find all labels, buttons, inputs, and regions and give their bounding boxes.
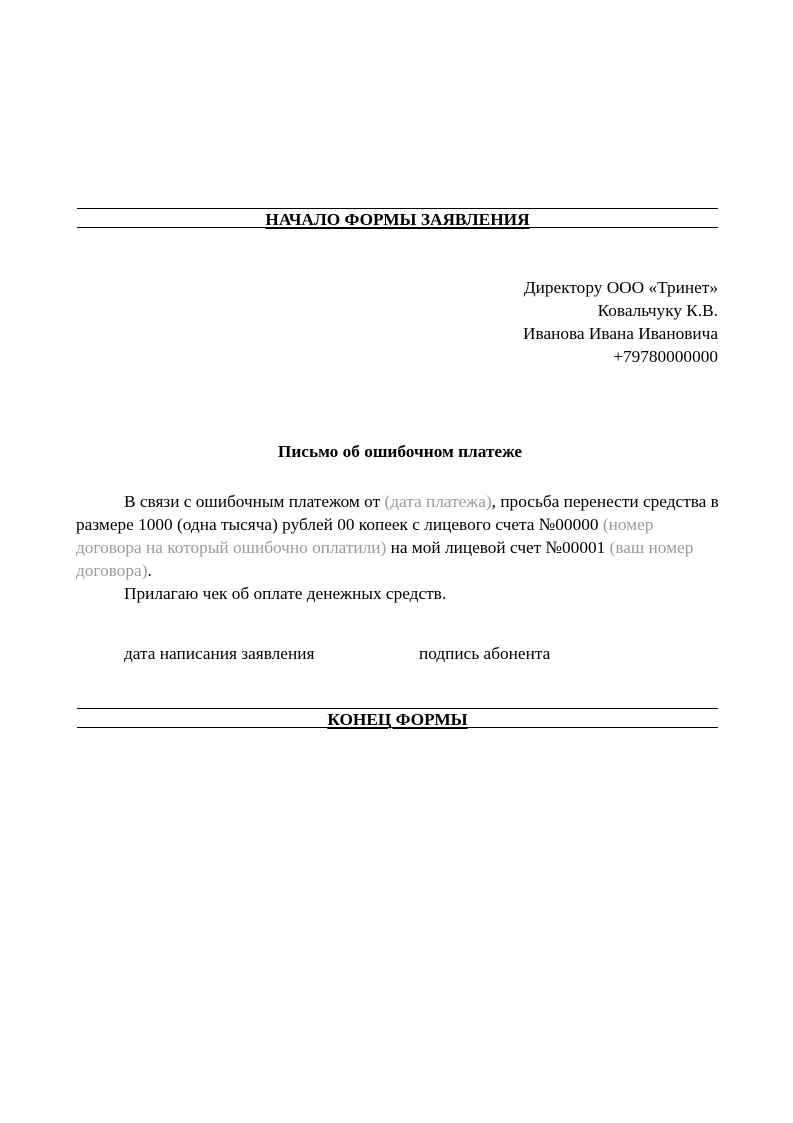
p1-text-3: на мой лицевой счет №00001 <box>386 538 610 557</box>
letter-paragraph-2: Прилагаю чек об оплате денежных средств. <box>124 584 447 603</box>
bottom-divider <box>77 708 718 709</box>
top-divider <box>77 208 718 209</box>
bottom-divider-bottom <box>77 727 718 728</box>
letter-body <box>76 490 721 605</box>
p1-text-1: В связи с ошибочным платежом от <box>124 492 385 511</box>
date-label: дата написания заявления <box>124 644 315 663</box>
p1-text-2: , просьба перенести средства в размере 1000 (одна тысяча) рублей 00 копеек с лицевого счета №00000 <box>76 492 719 534</box>
p1-text-4: . <box>147 561 152 580</box>
letter-paragraph-1 <box>76 490 721 582</box>
form-start-banner: НАЧАЛО ФОРМЫ ЗАЯВЛЕНИЯ <box>265 210 530 229</box>
wrong-contract-placeholder: (номер договора на который ошибочно оплатили) <box>76 515 654 557</box>
top-divider-bottom <box>77 227 718 228</box>
signature-label: подпись абонента <box>419 644 551 663</box>
payment-date-placeholder: (дата платежа) <box>384 492 492 511</box>
own-contract-placeholder: (ваш номер договора) <box>76 538 694 580</box>
form-end-banner: КОНЕЦ ФОРМЫ <box>327 710 468 729</box>
applicant-name: Иванова Ивана Ивановича <box>523 324 718 343</box>
addressee-director-name: Ковальчуку К.В. <box>597 301 718 320</box>
applicant-phone: +79780000000 <box>613 347 718 366</box>
letter-title: Письмо об ошибочном платеже <box>277 442 523 461</box>
addressee-block <box>523 276 718 368</box>
addressee-director: Директору ООО «Тринет» <box>523 278 718 297</box>
